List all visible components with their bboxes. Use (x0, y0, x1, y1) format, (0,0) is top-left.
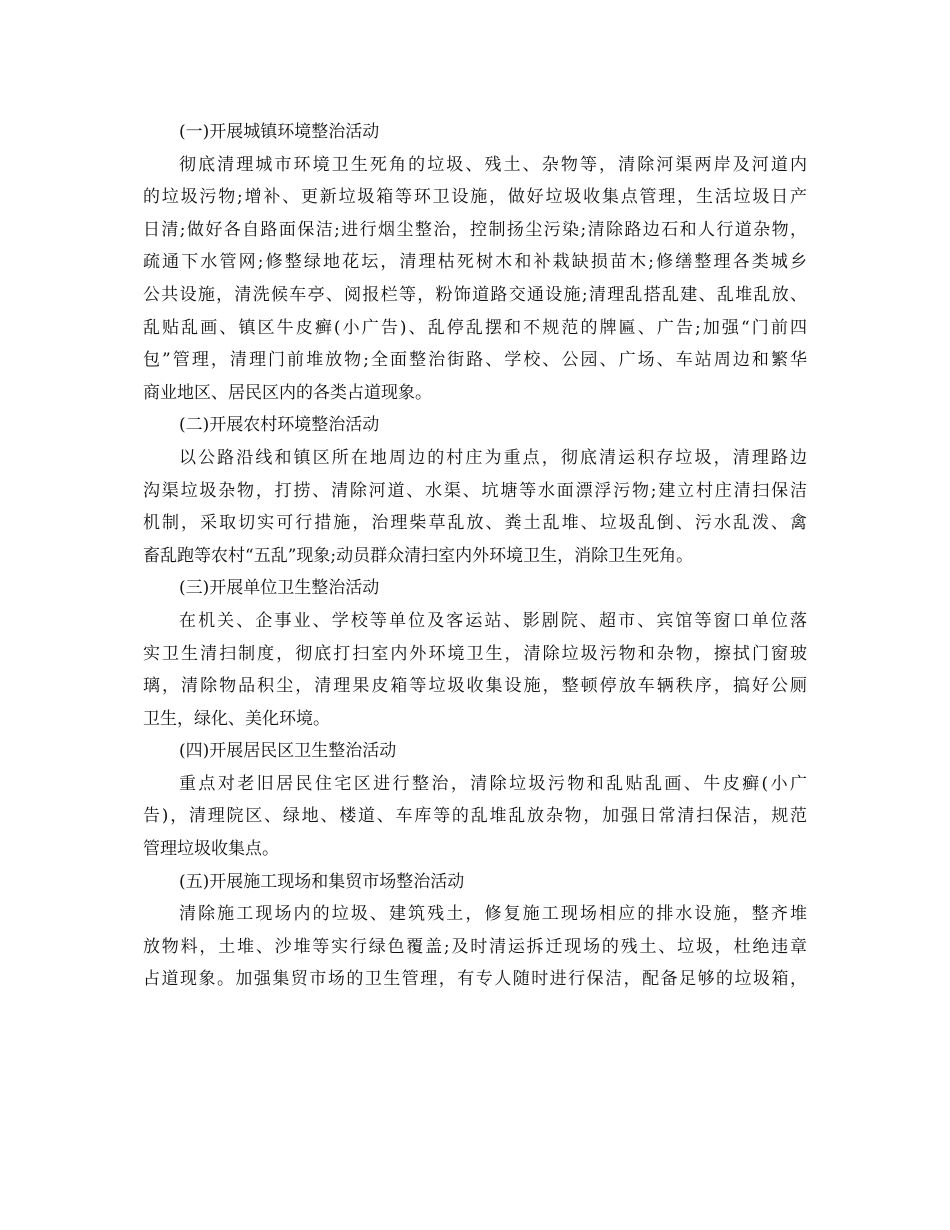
paragraph-line: 沟渠垃圾杂物，打捞、清除河道、水渠、坑塘等水面漂浮污物;建立村庄清扫保洁 (143, 480, 807, 501)
paragraph-line: 在机关、企事业、学校等单位及客运站、影剧院、超市、宾馆等窗口单位落 (179, 610, 807, 631)
paragraph-line: 清除施工现场内的垃圾、建筑残土，修复施工现场相应的排水设施，整齐堆 (179, 904, 807, 925)
paragraph-line: 疏通下水管网;修整绿地花坛，清理枯死树木和补栽缺损苗木;修缮整理各类城乡 (143, 252, 807, 273)
section-heading: (四)开展居民区卫生整治活动 (179, 741, 397, 762)
paragraph-line: 璃，清除物品积尘，清理果皮箱等垃圾收集设施，整顿停放车辆秩序，搞好公厕 (143, 676, 807, 697)
paragraph-line: 实卫生清扫制度，彻底打扫室内外环境卫生，清除垃圾污物和杂物，擦拭门窗玻 (143, 643, 807, 664)
paragraph-line: 日清;做好各自路面保洁;进行烟尘整治，控制扬尘污染;清除路边石和人行道杂物， (143, 219, 807, 240)
paragraph-line: 以公路沿线和镇区所在地周边的村庄为重点，彻底清运积存垃圾，清理路边 (179, 447, 807, 468)
paragraph-line: 占道现象。加强集贸市场的卫生管理，有专人随时进行保洁，配备足够的垃圾箱， (143, 969, 807, 990)
paragraph-line: 商业地区、居民区内的各类占道现象。 (143, 382, 432, 403)
paragraph-line: 卫生，绿化、美化环境。 (143, 708, 330, 729)
paragraph-line: 告)，清理院区、绿地、楼道、车库等的乱堆乱放杂物，加强日常清扫保洁，规范 (143, 806, 807, 827)
paragraph-line: 机制，采取切实可行措施，治理柴草乱放、粪土乱堆、垃圾乱倒、污水乱泼、禽 (143, 513, 807, 534)
paragraph-line: 重点对老旧居民住宅区进行整治，清除垃圾污物和乱贴乱画、牛皮癣(小广 (179, 773, 807, 794)
paragraph-line: 畜乱跑等农村“五乱”现象;动员群众清扫室内外环境卫生，消除卫生死角。 (143, 545, 694, 566)
document-body (143, 116, 807, 996)
paragraph-line: 公共设施，清洗候车亭、阅报栏等，粉饰道路交通设施;清理乱搭乱建、乱堆乱放、 (143, 284, 807, 305)
section-heading: (二)开展农村环境整治活动 (179, 415, 380, 436)
paragraph-line: 的垃圾污物;增补、更新垃圾箱等环卫设施，做好垃圾收集点管理，生活垃圾日产 (143, 187, 807, 208)
paragraph-line: 乱贴乱画、镇区牛皮癣(小广告)、乱停乱摆和不规范的牌匾、广告;加强“门前四 (143, 317, 807, 338)
section-heading: (一)开展城镇环境整治活动 (179, 122, 380, 142)
paragraph-line: 彻底清理城市环境卫生死角的垃圾、残土、杂物等，清除河渠两岸及河道内 (179, 154, 807, 175)
paragraph-line: 管理垃圾收集点。 (143, 839, 279, 860)
paragraph-line: 放物料，土堆、沙堆等实行绿色覆盖;及时清运拆迁现场的残土、垃圾，杜绝违章 (143, 936, 807, 957)
paragraph-line: 包”管理，清理门前堆放物;全面整治街路、学校、公园、广场、车站周边和繁华 (143, 350, 807, 371)
section-heading: (三)开展单位卫生整治活动 (179, 578, 380, 599)
section-heading: (五)开展施工现场和集贸市场整治活动 (179, 871, 465, 892)
